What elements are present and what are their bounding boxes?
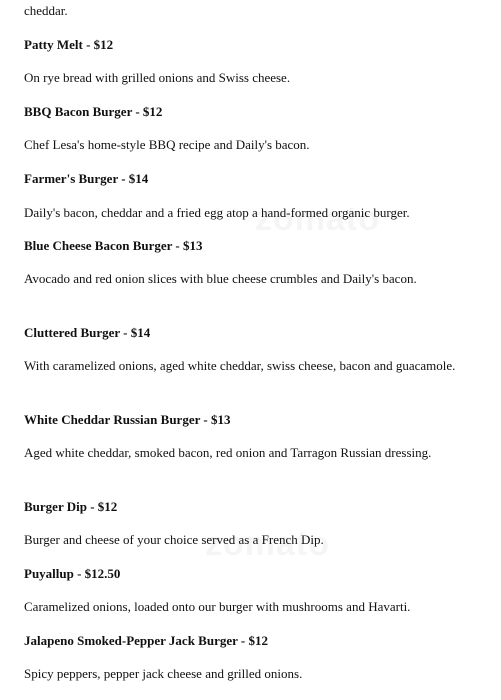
menu-item-title: Puyallup - $12.50 — [24, 566, 121, 581]
menu-item-description: Burger and cheese of your choice served as a French Dip. — [24, 532, 324, 547]
menu-item-title: Patty Melt - $12 — [24, 37, 114, 52]
menu-item-description: On rye bread with grilled onions and Swiss cheese. — [24, 70, 291, 85]
menu-item-description: Aged white cheddar, smoked bacon, red onion and Tarragon Russian dressing. — [24, 445, 432, 460]
menu-item-title: Burger Dip - $12 — [24, 499, 118, 514]
menu-item-title: White Cheddar Russian Burger - $13 — [24, 412, 231, 427]
menu-item-description: Avocado and red onion slices with blue cheese crumbles and Daily's bacon. — [24, 271, 417, 286]
menu-item-description: Daily's bacon, cheddar and a fried egg atop a hand-formed organic burger. — [24, 205, 410, 220]
continued-description: cheddar. — [24, 3, 68, 18]
menu-item-description: With caramelized onions, aged white cheddar, swiss cheese, bacon and guacamole. — [24, 358, 456, 373]
menu-item-title: BBQ Bacon Burger - $12 — [24, 104, 163, 119]
menu-item-title: Farmer's Burger - $14 — [24, 171, 149, 186]
menu-item-description: Spicy peppers, pepper jack cheese and grilled onions. — [24, 666, 303, 681]
menu-item-title: Cluttered Burger - $14 — [24, 325, 151, 340]
menu-item-title: Blue Cheese Bacon Burger - $13 — [24, 238, 203, 253]
menu-item-description: Caramelized onions, loaded onto our burger with mushrooms and Havarti. — [24, 599, 411, 614]
menu-item-title: Jalapeno Smoked-Pepper Jack Burger - $12 — [24, 633, 268, 648]
menu-item-description: Chef Lesa's home-style BBQ recipe and Daily's bacon. — [24, 137, 310, 152]
